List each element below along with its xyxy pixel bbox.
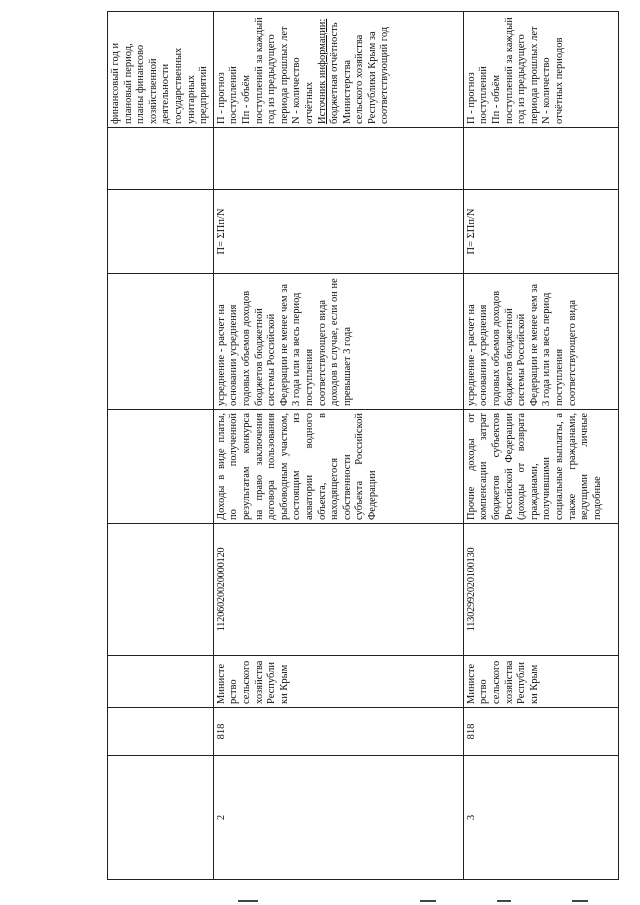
income-name: Доходы в виде платы, по полученной результатам конкурса на право заключения договора пользования рыбоводным участком, состоящим из акватории водного объекта, в находящегося собственности субъекта Российской Федерации (213, 410, 463, 524)
cell-income-name (108, 410, 214, 524)
cell-algorithm (108, 128, 214, 190)
rotated-table-stage (107, 12, 612, 880)
row-number: 3 (463, 756, 618, 880)
calculation-method: усреднение - расчет на основании усреднения годовых объемов доходов бюджетов бюджетной системы Российской Федерации не менее чем за 3 года или за весь период поступления соответствующего вида доходов в случае, если он не превышает 3 года (213, 274, 463, 410)
algorithm-cell (213, 128, 463, 190)
param-n: N - количество отчётных периодов (541, 37, 565, 124)
admin-name: Министерство сельского хозяйства Республики Крым (213, 656, 463, 708)
source-text: бюджетная отчётность Министерства сельского хозяйства Республики Крым за соответствующий год (329, 22, 391, 124)
cell-kbk (108, 524, 214, 656)
cell-params (108, 12, 214, 128)
param-p: П - прогноз поступлений (465, 66, 490, 124)
cell-admin-name (108, 656, 214, 708)
scan-edge-mark (420, 900, 436, 902)
budget-classification-code: 11302992020100130 (463, 524, 618, 656)
table-row-continuation (108, 12, 214, 880)
formula-parameters (463, 12, 618, 128)
scan-edge-mark (572, 900, 588, 902)
param-n: N - количество отчётных (291, 57, 315, 124)
param-pp: Пп - объём поступлений за каждый год из предыдущего периода прошлых лет (240, 17, 290, 124)
scan-edge-mark (497, 900, 511, 902)
cell-admin-code (108, 708, 214, 756)
formula-parameters (213, 12, 463, 128)
param-p: П - прогноз поступлений (215, 66, 240, 124)
continuation-text: финансовый год и плановый период, планы финансово хозяйственной деятельности государственных унитарных предприятий (110, 42, 210, 124)
table-row (463, 12, 618, 880)
calculation-formula: П= ΣПп/N (213, 190, 463, 274)
budget-classification-code: 11206020020000120 (213, 524, 463, 656)
row-number: 2 (213, 756, 463, 880)
income-name: Прочие доходы от компенсации затрат бюджетов субъектов Российской Федерации (доходы от возврата гражданами, получившими социальные выплаты, а также гражданами, ведущими личные подобные (463, 410, 618, 524)
source-label: Источник информации: (316, 18, 328, 124)
admin-name: Министерство сельского хозяйства Республики Крым (463, 656, 618, 708)
admin-code: 818 (463, 708, 618, 756)
admin-code: 818 (213, 708, 463, 756)
cell-formula (108, 190, 214, 274)
cell-num (108, 756, 214, 880)
calculation-method: усреднение - расчет на основании усреднения годовых объемов доходов бюджетов бюджетной системы Российской Федерации не менее чем за 3 года или за весь период поступления соответствующего вида (463, 274, 618, 410)
algorithm-cell (463, 128, 618, 190)
scan-edge-mark (238, 900, 258, 902)
revenue-forecast-table (107, 11, 619, 880)
table-row (213, 12, 463, 880)
param-pp: Пп - объём поступлений за каждый год из предыдущего периода прошлых лет (490, 17, 540, 124)
cell-method (108, 274, 214, 410)
calculation-formula: П= ΣПп/N (463, 190, 618, 274)
